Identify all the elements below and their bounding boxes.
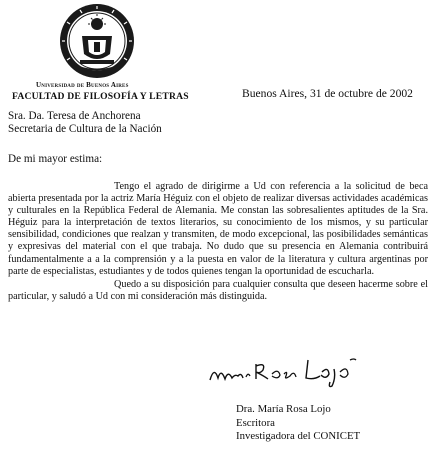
recipient-title: Secretaria de Cultura de la Nación [8,122,162,135]
letter-body [8,181,428,303]
recipient-name: Sra. Da. Teresa de Anchorena [8,110,141,122]
letter-date: Buenos Aires, 31 de octubre de 2002 [242,87,413,100]
body-paragraph-1: Tengo el agrado de dirigirme a Ud con referencia a la solicitud de beca abierta presentada por la actriz María Héguiz con el objeto de realizar diversas actividades académicas y culturales en la República Federal de Alemania. Me constan las sobresalientes aptitudes de la Sra. Héguiz para la interpretación de textos literarios, su conocimiento de los mismos, y su particular sensibilidad, condiciones que realzan y transmiten, de modo excepcional, las posibilidades semánticas y expresivas del material con el que trabaja. No dudo que su presencia en Alemania contribuirá fundamentalmente a a la comprensión y a la puesta en valor de la literatura y cultura argentinas por parte de especialistas, estudiantes y de todos quienes tengan la oportunidad de escucharla. [8,181,428,277]
signer-name: Dra. María Rosa Lojo [236,403,331,415]
signer-role: Escritora [236,416,275,429]
faculty-name: FACULTAD DE FILOSOFÍA Y LETRAS [12,91,189,102]
handwritten-signature [208,352,368,388]
salutation: De mi mayor estima: [8,153,103,165]
university-name: Universidad de Buenos Aires [36,81,129,89]
signer-affiliation: Investigadora del CONICET [236,430,361,442]
body-paragraph-2: Quedo a su disposición para cualquier consulta que deseen hacerme sobre el particular, y saludó a Ud con mi consideración más distinguida. [8,278,428,302]
signature-block [236,403,360,444]
recipient-block [8,110,162,135]
university-seal-icon [58,2,136,80]
